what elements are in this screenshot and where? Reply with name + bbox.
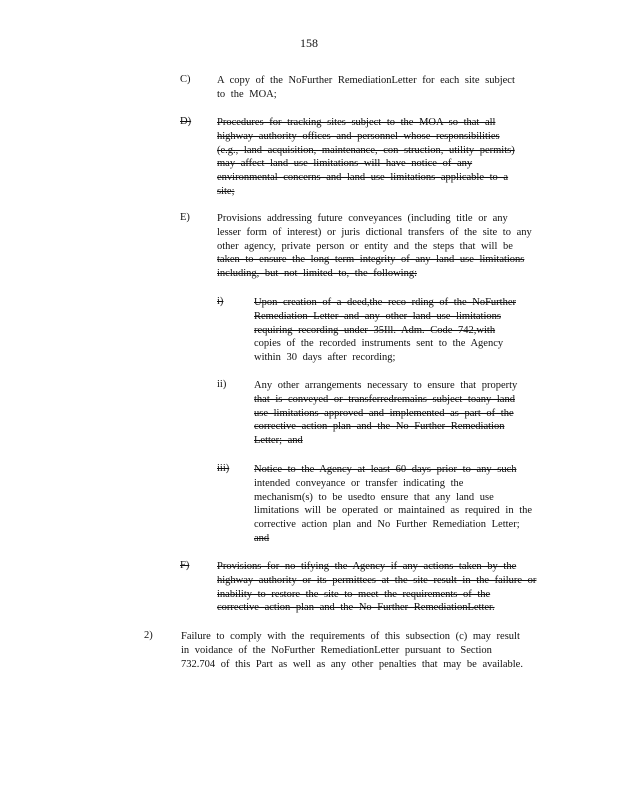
item-text	[254, 463, 544, 546]
item-label: i)	[217, 296, 224, 307]
text-line: A copy of the NoFurther RemediationLetter for each site subject	[217, 75, 515, 86]
text-line: Any other arrangements necessary to ensure that property	[254, 380, 518, 391]
text-line: and	[254, 532, 270, 544]
item-text	[217, 560, 547, 615]
item-text	[217, 116, 537, 199]
text-line: limitations will be operated or maintained as required in the	[254, 505, 533, 517]
text-line: inability to restore the site to meet the requirements of the	[217, 588, 491, 600]
item-text	[254, 379, 534, 448]
text-line: (e.g., land acquisition, maintenance, con struction, utility permits)	[217, 144, 515, 156]
text-line: in voidance of the NoFurther RemediationLetter pursuant to Section	[181, 644, 492, 656]
item-label: D)	[180, 116, 192, 127]
text-line: corrective action plan and No Further Remediation Letter;	[254, 519, 520, 531]
text-line: 732.704 of this Part as well as any other penalties that may be available.	[181, 658, 523, 670]
text-line: Provisions for no tifying the Agency if any actions taken by the	[217, 561, 517, 572]
text-line: highway authority offices and personnel whose responsibilities	[217, 130, 500, 142]
text-line: taken to ensure the long term integrity of any land use limitations	[217, 254, 525, 266]
item-label: E)	[180, 212, 190, 223]
text-line: Provisions addressing future conveyances (including title or any	[217, 213, 508, 224]
text-line: Remediation Letter and any other land use limitations	[254, 310, 501, 322]
item-text	[254, 296, 534, 365]
text-line: other agency, private person or entity and the steps that will be	[217, 240, 513, 252]
text-line: copies of the recorded instruments sent to the Agency	[254, 338, 504, 350]
text-line: corrective action plan and the No Further Remediation	[254, 421, 505, 433]
text-line: use limitations approved and implemented as part of the	[254, 407, 514, 419]
text-line: may affect land use limitations will have notice of any	[217, 158, 473, 170]
text-line: environmental concerns and land use limitations applicable to a	[217, 172, 509, 184]
text-line: to the MOA;	[217, 88, 277, 100]
item-text	[181, 630, 541, 671]
item-text	[217, 74, 537, 102]
page-number: 158	[300, 36, 318, 50]
item-label: iii)	[217, 463, 230, 474]
text-line: requiring recording under 35Ill. Adm. Code 742,with	[254, 324, 496, 336]
item-text	[217, 212, 537, 281]
item-label: 2)	[144, 630, 153, 641]
item-label: ii)	[217, 379, 227, 390]
text-line: corrective action plan and the No Further RemediationLetter.	[217, 602, 495, 614]
item-label: C)	[180, 74, 191, 85]
text-line: highway authority or its permittees at the site result in the failure or	[217, 574, 537, 586]
text-line: mechanism(s) to be usedto ensure that any land use	[254, 491, 494, 503]
text-line: intended conveyance or transfer indicating the	[254, 477, 464, 489]
text-line: Failure to comply with the requirements of this subsection (c) may result	[181, 631, 520, 642]
text-line: lesser form of interest) or juris dictional transfers of the site to any	[217, 226, 532, 238]
text-line: that is conveyed or transferredremains subject toany land	[254, 393, 515, 405]
text-line: site;	[217, 185, 235, 197]
text-line: Procedures for tracking sites subject to the MOA so that all	[217, 117, 496, 128]
text-line: Notice to the Agency at least 60 days prior to any such	[254, 464, 517, 475]
item-label: F)	[180, 560, 190, 571]
text-line: Upon creation of a deed,the reco rding of the NoFurther	[254, 297, 516, 308]
text-line: including, but not limited to, the following:	[217, 268, 417, 280]
text-line: Letter; and	[254, 435, 303, 447]
text-line: within 30 days after recording;	[254, 352, 396, 364]
